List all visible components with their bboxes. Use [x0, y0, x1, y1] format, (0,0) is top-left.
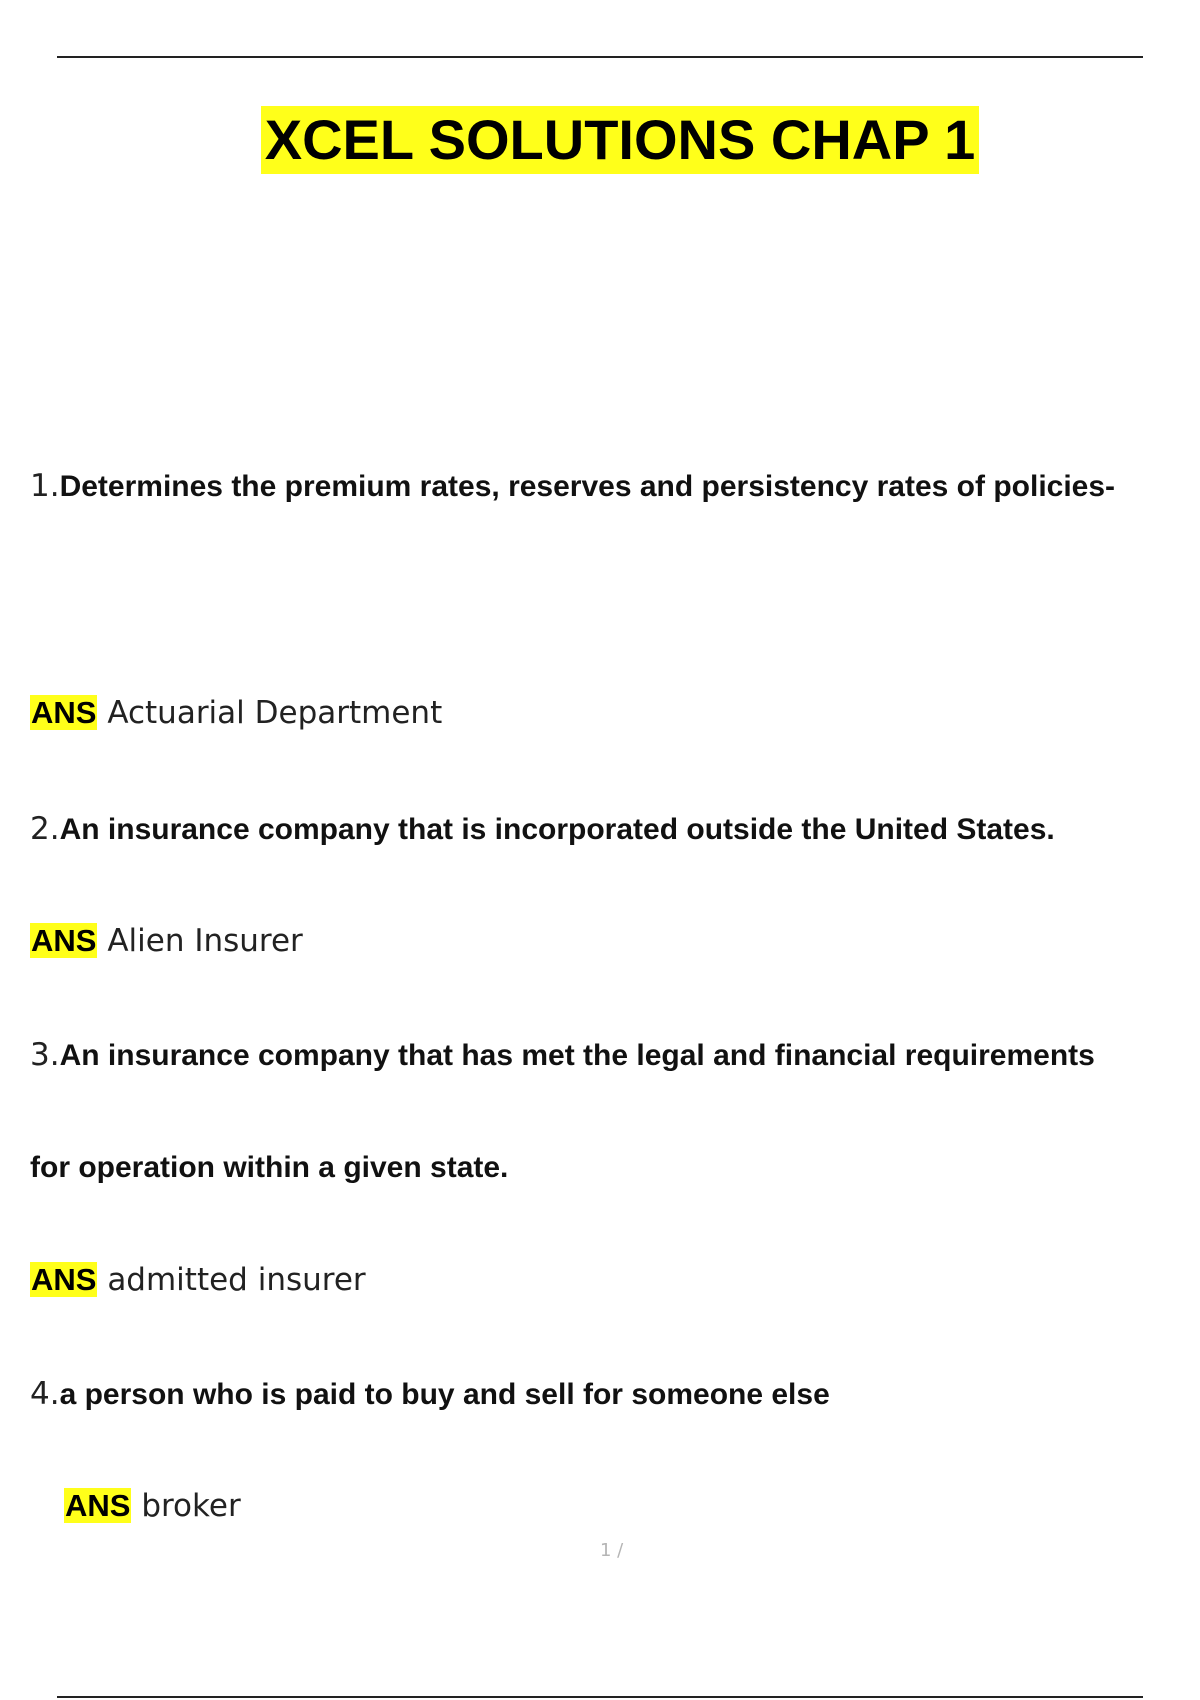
- answer-text: Alien Insurer: [107, 923, 303, 959]
- question-4: [30, 1374, 830, 1415]
- answer-tag: ANS: [31, 695, 97, 730]
- question-number: 2.: [30, 811, 60, 847]
- question-text: An insurance company that is incorporated outside the United States.: [59, 813, 1055, 846]
- answer-tag: ANS: [65, 1488, 131, 1523]
- top-divider: [57, 56, 1143, 58]
- answer-tag: ANS: [31, 923, 97, 958]
- answer-4: [64, 1486, 241, 1526]
- answer-3: [30, 1260, 366, 1300]
- question-2: [30, 809, 1055, 850]
- question-3-continued: for operation within a given state.: [30, 1151, 509, 1184]
- question-text: Determines the premium rates, reserves and persistency rates of policies-: [59, 470, 1116, 503]
- document-title: XCEL SOLUTIONS CHAP 1: [261, 106, 980, 174]
- question-3: [30, 1035, 1095, 1076]
- question-text: An insurance company that has met the legal and financial requirements: [59, 1039, 1095, 1072]
- answer-text: broker: [141, 1488, 241, 1524]
- answer-text: Actuarial Department: [107, 695, 443, 731]
- page-number-marker: 1 /: [600, 1540, 624, 1561]
- question-text: a person who is paid to buy and sell for someone else: [59, 1378, 830, 1411]
- question-number: 4.: [30, 1376, 60, 1412]
- answer-2: [30, 921, 303, 961]
- bottom-divider: [57, 1696, 1143, 1698]
- document-title-block: [0, 106, 1200, 174]
- question-number: 1.: [30, 468, 60, 504]
- answer-text: admitted insurer: [107, 1262, 366, 1298]
- answer-1: [30, 693, 442, 733]
- question-number: 3.: [30, 1037, 60, 1073]
- question-1: [30, 466, 1115, 507]
- answer-tag: ANS: [31, 1262, 97, 1297]
